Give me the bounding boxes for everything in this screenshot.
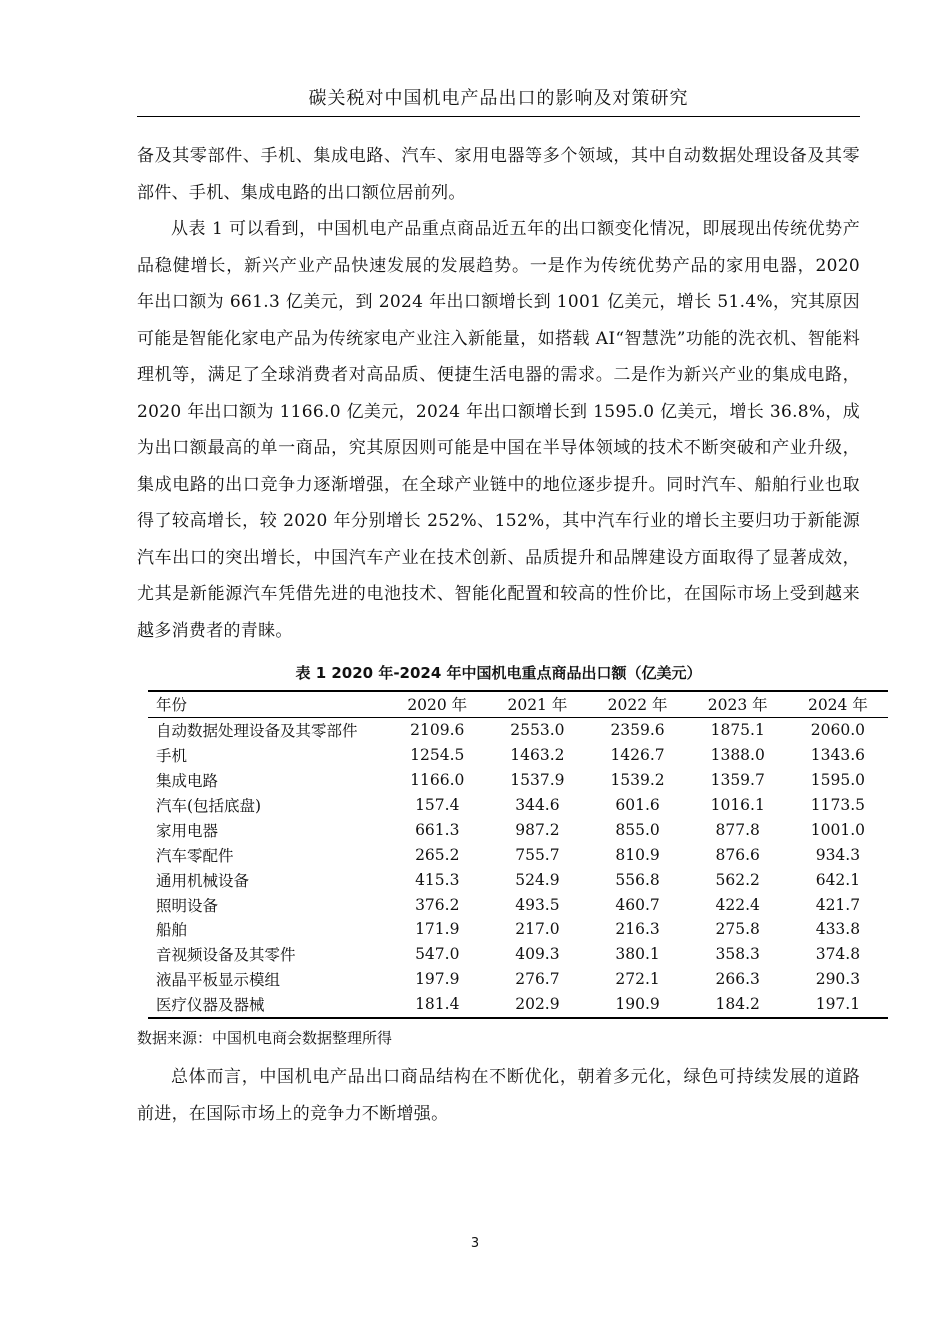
value-cell: 265.2: [415, 845, 460, 864]
value-cell: 1173.5: [810, 796, 866, 814]
table-source-note: 数据来源：中国机电商会数据整理所得: [137, 1029, 393, 1047]
value-cell: 876.6: [715, 845, 760, 864]
value-cell: 197.1: [815, 995, 861, 1014]
value-cell: 661.3: [415, 820, 460, 839]
value-cell: 987.2: [515, 820, 560, 839]
header-cell-2021: 2021 年: [487, 691, 587, 717]
running-header: 碳关税对中国机电产品出口的影响及对策研究: [137, 88, 860, 117]
table-header-row: [148, 691, 888, 717]
value-cell: 642.1: [815, 870, 861, 889]
table-row: [148, 717, 888, 742]
value-cell: 562.2: [715, 870, 760, 889]
value-cell: 409.3: [515, 945, 560, 964]
value-cell: 1388.0: [710, 746, 765, 765]
value-cell: 1595.0: [810, 771, 866, 790]
value-cell: 493.5: [515, 895, 560, 914]
table-row: [148, 867, 888, 892]
value-cell: 197.9: [415, 970, 460, 989]
export-table: [148, 690, 888, 1019]
value-cell: 421.7: [815, 895, 861, 914]
value-cell: 460.7: [615, 895, 660, 914]
value-cell: 855.0: [615, 820, 660, 839]
row-label-cell: 集成电路: [156, 772, 219, 791]
value-cell: 1343.6: [810, 746, 866, 765]
table-row: [148, 942, 888, 967]
value-cell: 1016.1: [710, 796, 765, 814]
value-cell: 2060.0: [810, 721, 866, 740]
value-cell: 171.9: [415, 920, 460, 939]
row-label-cell: 汽车零配件: [156, 846, 234, 865]
value-cell: 755.7: [515, 845, 560, 864]
row-label-cell: 手机: [156, 747, 188, 766]
value-cell: 276.7: [515, 970, 560, 989]
value-cell: 601.6: [615, 796, 660, 814]
value-cell: 1875.1: [710, 721, 765, 740]
row-label-cell: 照明设备: [156, 896, 219, 915]
table-row: [148, 992, 888, 1018]
value-cell: 380.1: [615, 945, 660, 964]
value-cell: 290.3: [815, 970, 861, 989]
table-row: [148, 793, 888, 818]
table-row: [148, 892, 888, 917]
value-cell: 272.1: [615, 970, 660, 989]
value-cell: 202.9: [515, 995, 560, 1014]
value-cell: 181.4: [415, 995, 460, 1014]
value-cell: 1463.2: [510, 746, 565, 765]
value-cell: 1166.0: [410, 771, 465, 790]
row-label-cell: 液晶平板显示模组: [156, 971, 281, 990]
row-label-cell: 汽车(包括底盘): [156, 797, 262, 815]
value-cell: 2359.6: [610, 721, 665, 740]
table-row: [148, 743, 888, 768]
value-cell: 1426.7: [610, 746, 665, 765]
page-number: 3: [470, 1236, 480, 1251]
value-cell: 934.3: [815, 845, 861, 864]
value-cell: 344.6: [515, 796, 560, 814]
value-cell: 422.4: [715, 895, 760, 914]
value-cell: 216.3: [615, 920, 660, 939]
table-row: [148, 917, 888, 942]
value-cell: 1359.7: [710, 771, 765, 790]
value-cell: 547.0: [415, 945, 460, 964]
table-row: [148, 768, 888, 793]
table-row: [148, 967, 888, 992]
value-cell: 358.3: [715, 945, 760, 964]
table-row: [148, 817, 888, 842]
value-cell: 415.3: [415, 870, 460, 889]
row-label-cell: 音视频设备及其零件: [156, 946, 296, 965]
value-cell: 190.9: [615, 995, 660, 1014]
row-label-cell: 通用机械设备: [156, 871, 250, 890]
row-label-cell: 医疗仪器及器械: [156, 996, 265, 1015]
table-row: [148, 842, 888, 867]
header-cell-2023: 2023 年: [688, 691, 788, 717]
value-cell: 1537.9: [510, 771, 565, 790]
header-cell-2020: 2020 年: [387, 691, 487, 717]
value-cell: 266.3: [715, 970, 760, 989]
row-label-cell: 船舶: [156, 921, 188, 940]
value-cell: 376.2: [415, 895, 460, 914]
value-cell: 2553.0: [510, 721, 565, 740]
header-cell-year: 年份: [148, 691, 387, 717]
value-cell: 275.8: [715, 920, 760, 939]
value-cell: 2109.6: [410, 721, 465, 740]
header-cell-2024: 2024 年: [788, 691, 888, 717]
value-cell: 433.8: [815, 920, 861, 939]
value-cell: 157.4: [415, 796, 460, 814]
paragraph-2: 从表 1 可以看到，中国机电产品重点商品近五年的出口额变化情况，即展现出传统优势产品稳健增长，新兴产业产品快速发展的发展趋势。一是作为传统优势产品的家用电器，2020 年出口额为 661.3 亿美元，到 2024 年出口额增长到 1001 亿美元，增长 51.4%，究其原因可能是智能化家电产品为传统家电产业注入新能量，如搭载 AI“智慧洗”功能的洗衣机、智能料理机等，满足了全球消费者对高品质、便捷生活电器的需求。二是作为新兴产业的集成电路，2020 年出口额为 1166.0 亿美元，2024 年出口额增长到 1595.0 亿美元，增长 36.8%，成为出口额最高的单一商品，究其原因则可能是中国在半导体领域的技术不断突破和产业升级，集成电路的出口竞争力逐渐增强，在全球产业链中的地位逐步提升。同时汽车、船舶行业也取得了较高增长，较 2020 年分别增长 252%、152%，其中汽车行业的增长主要归功于新能源汽车出口的突出增长，中国汽车产业在技术创新、品质提升和品牌建设方面取得了显著成效，尤其是新能源汽车凭借先进的电池技术、智能化配置和较高的性价比，在国际市场上受到越来越多消费者的青睐。: [137, 219, 860, 641]
value-cell: 184.2: [715, 995, 760, 1014]
row-label-cell: 自动数据处理设备及其零部件: [156, 722, 358, 741]
paragraph-3: 总体而言，中国机电产品出口商品结构在不断优化，朝着多元化，绿色可持续发展的道路前进，在国际市场上的竞争力不断增强。: [137, 1067, 860, 1124]
value-cell: 556.8: [615, 870, 660, 889]
header-cell-2022: 2022 年: [587, 691, 687, 717]
value-cell: 374.8: [815, 945, 861, 964]
value-cell: 217.0: [515, 920, 560, 939]
value-cell: 524.9: [515, 870, 560, 889]
table-caption: 表 1 2020 年-2024 年中国机电重点商品出口额（亿美元）: [295, 664, 702, 682]
paragraph-1: 备及其零部件、手机、集成电路、汽车、家用电器等多个领域，其中自动数据处理设备及其零部件、手机、集成电路的出口额位居前列。: [137, 146, 860, 203]
value-cell: 877.8: [715, 820, 760, 839]
value-cell: 810.9: [615, 845, 660, 864]
row-label-cell: 家用电器: [156, 821, 219, 840]
value-cell: 1254.5: [410, 746, 465, 765]
table-body: [148, 717, 888, 1017]
value-cell: 1539.2: [610, 771, 665, 790]
value-cell: 1001.0: [810, 820, 866, 839]
